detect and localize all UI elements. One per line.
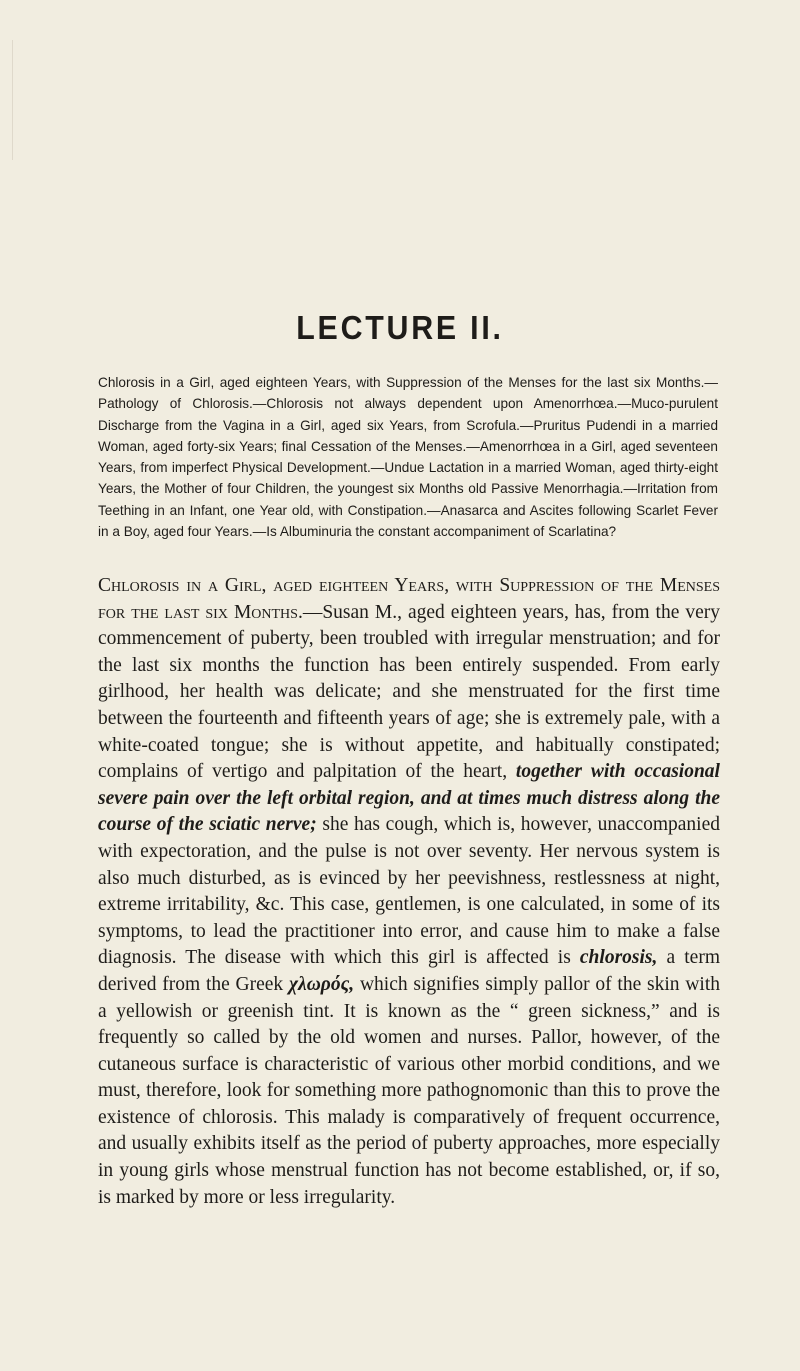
body-italic-chlorosis: chlorosis, [579, 947, 658, 969]
lecture-heading: LECTURE II. [296, 309, 504, 346]
body-text-part-2: she has cough, which is, however, unaccompanied with expectoration, and the pulse is not over seventy. Her nervous system is also much disturbed, as is evinced by her peevishness, restlessness at night, extreme irritability, &c. This case, gentlemen, is one calculated, in some of its symptoms, to lead the practitioner into error, and cause him to make a false diagnosis. The disease with which this girl is affected is [98, 814, 720, 969]
body-text-part-4: which signifies simply pallor of the skin with a yellowish or greenish tint. It is known as the “ green sickness,” and is frequently so called by the old women and nurses. Pallor, however, of the cutaneous surface is characteristic of various other morbid conditions, and we must, therefore, look for something more pathognomonic than this to prove the existence of chlorosis. This malady is comparatively of frequent occurrence, and usually exhibits itself as the period of puberty approaches, more especially in young girls whose menstrual function has not become established, or, if so, is marked by more or less irregularity. [98, 973, 720, 1208]
body-text-part-3: a term derived from the Greek [98, 947, 720, 995]
lecture-summary: Chlorosis in a Girl, aged eighteen Years, with Suppression of the Menses for the last six Months.—Pathology of Chlorosis.—Chlorosis not always dependent upon Amenorrhœa.—Muco-purulent Discharge from the Vagina in a Girl, aged six Years, from Scrofula.—Pruritus Pudendi in a married Woman, aged forty-six Years; final Cessation of the Menses.—Amenorrhœa in a Girl, aged seventeen Years, from imperfect Physical Development.—Undue Lactation in a married Woman, aged thirty-eight Years, the Mother of four Children, the youngest six Months old Passive Menorrhagia.—Irritation from Teething in an Infant, one Year old, with Constipation.—Anasarca and Ascites following Scarlet Fever in a Boy, aged four Years.—Is Albuminuria the constant accompaniment of Scarlatina? [98, 375, 718, 540]
body-italic-symptoms: together with occasional severe pain over the left orbital region, and at times much distress along the course of the sciatic nerve; [98, 761, 720, 836]
greek-term: χλωρός, [288, 973, 355, 995]
lecture-body [98, 573, 720, 1211]
case-heading: Chlorosis in a Girl, aged eighteen Years, with Suppression of the Menses for the last six Months. [98, 575, 720, 623]
body-text-part-1: —Susan M., aged eighteen years, has, from the very commencement of puberty, been troubled with irregular menstruation; and for the last six months the function has been entirely suspended. From early girlhood, her health was delicate; and she menstruated for the first time between the fourteenth and fifteenth years of age; she is extremely pale, with a white-coated tongue; she is without appetite, and habitually constipated; complains of vertigo and palpitation of the heart, [98, 601, 720, 783]
page-edge-mark [12, 40, 13, 160]
